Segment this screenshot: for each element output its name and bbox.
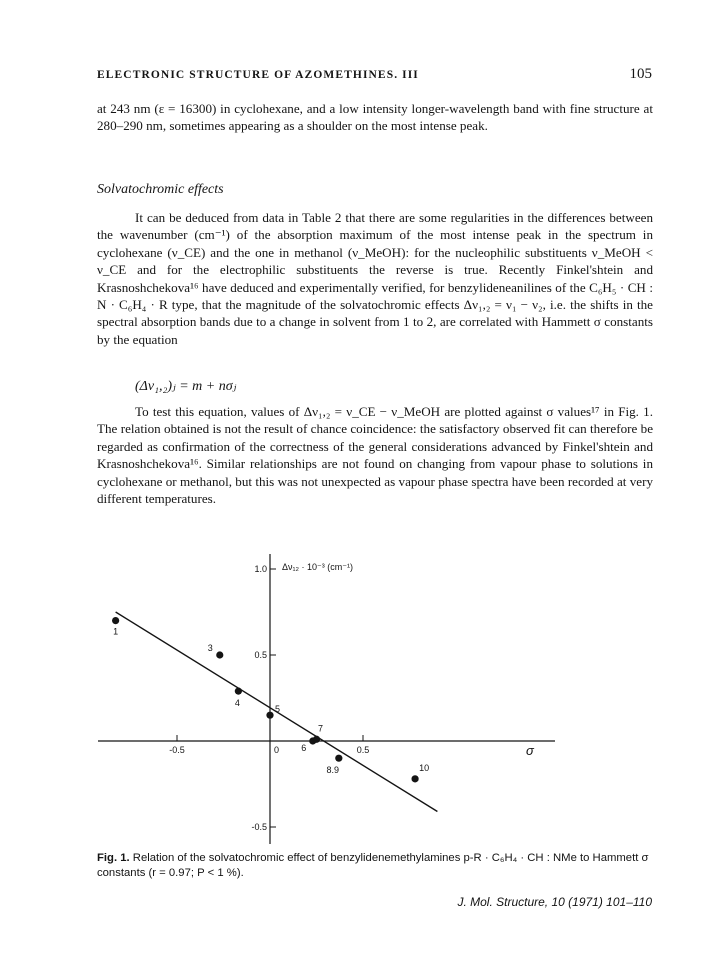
figure-caption [97, 851, 653, 881]
y-tick-label: -0.5 [251, 822, 267, 832]
x-tick-label: 0.5 [356, 745, 370, 755]
data-point [235, 688, 242, 695]
y-axis-label: Δν₁₂ · 10⁻³ (cm⁻¹) [282, 562, 354, 572]
x-axis-label: σ [526, 743, 534, 758]
hammett-equation: (Δν₁,₂)ⱼ = m + nσⱼ [135, 379, 237, 394]
data-point [266, 712, 273, 719]
data-point [313, 736, 320, 743]
caption-label: Fig. 1. [97, 852, 130, 864]
running-head [97, 66, 652, 84]
section-heading: Solvatochromic effects [97, 182, 224, 197]
intro-paragraph: at 243 nm (ε = 16300) in cyclohexane, and a low intensity longer-wavelength band with fine structure at 280–290 nm, sometimes appearing as a shoulder on the most intense peak. [97, 101, 653, 134]
body-paragraph-1: It can be deduced from data in Table 2 that there are some regularities in the differences between the wavenumber (cm⁻¹) of the absorption maximum of the most intense peak in the spectrum in cyclohexane (ν_CE) and the one in methanol (ν_MeOH): for the nucleophilic substituents ν_MeOH < ν_CE and for the electrophilic substituents the reverse is true. Recently Finkel'shtein and Krasnoshchekova¹⁶ have deduced and experimentally verified, for benzylideneanilines of the C₆H₅ · CH : N · C₆H₄ · R type, that the magnitude of the solvatochromic effects Δν₁,₂ = ν₁ − ν₂, i.e. the shifts in the spectral absorption bands due to a change in solvent from 1 to 2, are correlated with Hammett σ constants by the equation [97, 210, 653, 347]
point-label: 6 [301, 743, 307, 753]
x-tick-label: -0.5 [169, 745, 185, 755]
point-label: 5 [275, 704, 281, 715]
point-label: 10 [419, 762, 430, 773]
point-label: 3 [207, 643, 213, 653]
point-label: 1 [113, 626, 119, 637]
x-tick-label: 0 [274, 745, 280, 755]
y-tick-label: 0.5 [254, 650, 267, 660]
point-label: 7 [317, 723, 324, 734]
page-number: 105 [629, 66, 652, 82]
y-tick-label: 1.0 [254, 564, 267, 574]
data-point [216, 651, 223, 658]
data-point [411, 775, 418, 782]
body-paragraph-2: To test this equation, values of Δν₁,₂ = ν_CE − ν_MeOH are plotted against σ values¹⁷ in Fig. 1. The relation obtained is not the result of chance coincidence: the satisfactory observed fit can therefore be regarded as confirmation of the correctness of the general considerations advanced by Finkel'shtein and Krasnoshchekova¹⁶. Similar relationships are not found on changing from vapour phase to solutions in cyclohexane or methanol, but this was not unexpected as vapour phase spectra have been recorded at very different temperatures. [97, 404, 653, 507]
solvatochromic-scatter-chart [90, 548, 560, 848]
caption-text: Relation of the solvatochromic effect of benzylidenemethylamines p-R · C₆H₄ · CH : NMe to Hammett σ constants (r = 0.97; P < 1 %). [97, 852, 649, 880]
running-title: ELECTRONIC STRUCTURE OF AZOMETHINES. III [97, 69, 419, 81]
journal-reference: J. Mol. Structure, 10 (1971) 101–110 [457, 895, 652, 909]
chart-axes [98, 554, 555, 844]
data-point [335, 755, 342, 762]
data-point [112, 617, 119, 624]
point-label: 8.9 [326, 765, 340, 776]
point-label: 4 [234, 698, 240, 709]
